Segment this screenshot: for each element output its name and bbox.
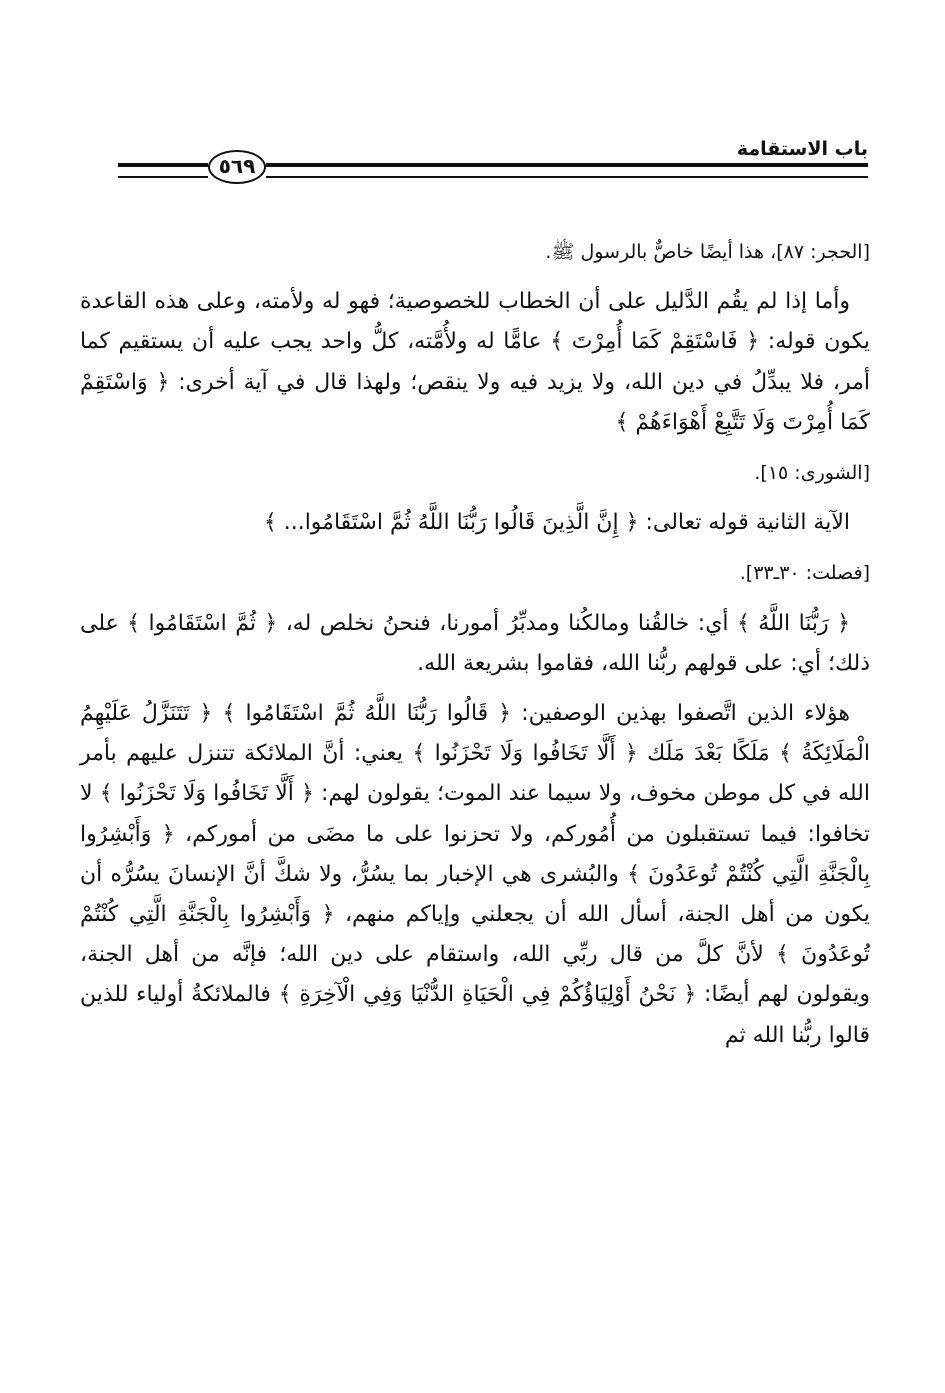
chapter-title: باب الاستقامة xyxy=(736,138,868,160)
header-rule-left xyxy=(118,163,208,178)
paragraph-reference-shura: [الشورى: ١٥]. xyxy=(754,462,870,485)
page-header xyxy=(118,130,868,190)
paragraph-second-verse: الآية الثانية قوله تعالى: ﴿ إِنَّ الَّذِينَ قَالُوا رَبُّنَا اللَّهُ ثُمَّ اسْتَقَامُوا... ﴾ xyxy=(263,510,850,536)
paragraph-reference-fussilat: [فصلت: ٣٠ـ٣٣]. xyxy=(739,562,870,585)
paragraph-rabbuna-allah: ﴿ رَبُّنَا اللَّهُ ﴾ أي: خالقُنا ومالكُنا ومدبِّرُ أمورنا، فنحنُ نخلص له، ﴿ ثُمَّ اسْتَقَامُوا ﴾ على ذلك؛ أي: على قولهم ربُّنا الله، فقاموا بشريعة الله. xyxy=(80,610,870,676)
page-body xyxy=(80,232,870,1066)
paragraph-specificity-rule: وأما إذا لم يقُم الدَّليل على أن الخطاب للخصوصية؛ فهو له ولأمته، وعلى هذه القاعدة يكون قوله: ﴿ فَاسْتَقِمْ كَمَا أُمِرْتَ ﴾ عامًّا له ولأُمَّته، كلُّ واحد يجب عليه أن يستقيم كما أمر، فلا يبدِّلُ في دين الله، ولا يزيد فيه ولا ينقص؛ ولهذا قال في آية أخرى: ﴿ وَاسْتَقِمْ كَمَا أُمِرْتَ وَلَا تَتَّبِعْ أَهْوَاءَهُمْ ﴾ xyxy=(80,289,870,435)
paragraph-angels-descend: هؤلاء الذين اتَّصفوا بهذين الوصفين: ﴿ قَالُوا رَبُّنَا اللَّهُ ثُمَّ اسْتَقَامُوا ﴾ ﴿ تَتَنَزَّلُ عَلَيْهِمُ الْمَلَائِكَةُ ﴾ مَلَكًا بَعْدَ مَلَك ﴿ أَلَّا تَخَافُوا وَلَا تَحْزَنُوا ﴾ يعني: أنَّ الملائكة تتنزل عليهم بأمر الله في كل موطن مخوف، ولا سيما عند الموت؛ يقولون لهم: ﴿ أَلَّا تَخَافُوا وَلَا تَحْزَنُوا ﴾ لا تخافوا: فيما تستقبلون من أُمُوركم، ولا تحزنوا على ما مضَى من أموركم، ﴿ وَأَبْشِرُوا بِالْجَنَّةِ الَّتِي كُنْتُمْ تُوعَدُونَ ﴾ والبُشرى هي الإخبار بما يسُرُّ، ولا شكَّ أنَّ الإنسانَ يسُرُّه أن يكون من أهل الجنة، أسأل الله أن يجعلني وإياكم منهم، ﴿ وَأَبْشِرُوا بِالْجَنَّةِ الَّتِي كُنْتُمْ تُوعَدُونَ ﴾ لأنَّ كلَّ من قال ربِّي الله، واستقام على دين الله؛ فإنَّه من أهل الجنة، ويقولون لهم أيضًا: ﴿ نَحْنُ أَوْلِيَاؤُكُمْ فِي الْحَيَاةِ الدُّنْيَا وَفِي الْآخِرَةِ ﴾ فالملائكةُ أولياء للذين قالوا ربُّنا الله ثم xyxy=(80,701,870,1048)
header-rule-right xyxy=(266,163,868,178)
page-number: ٥٦٩ xyxy=(208,150,266,184)
paragraph-reference-hijr: [الحجر: ٨٧]، هذا أيضًا خاصٌّ بالرسول ﷺ. xyxy=(545,241,870,263)
